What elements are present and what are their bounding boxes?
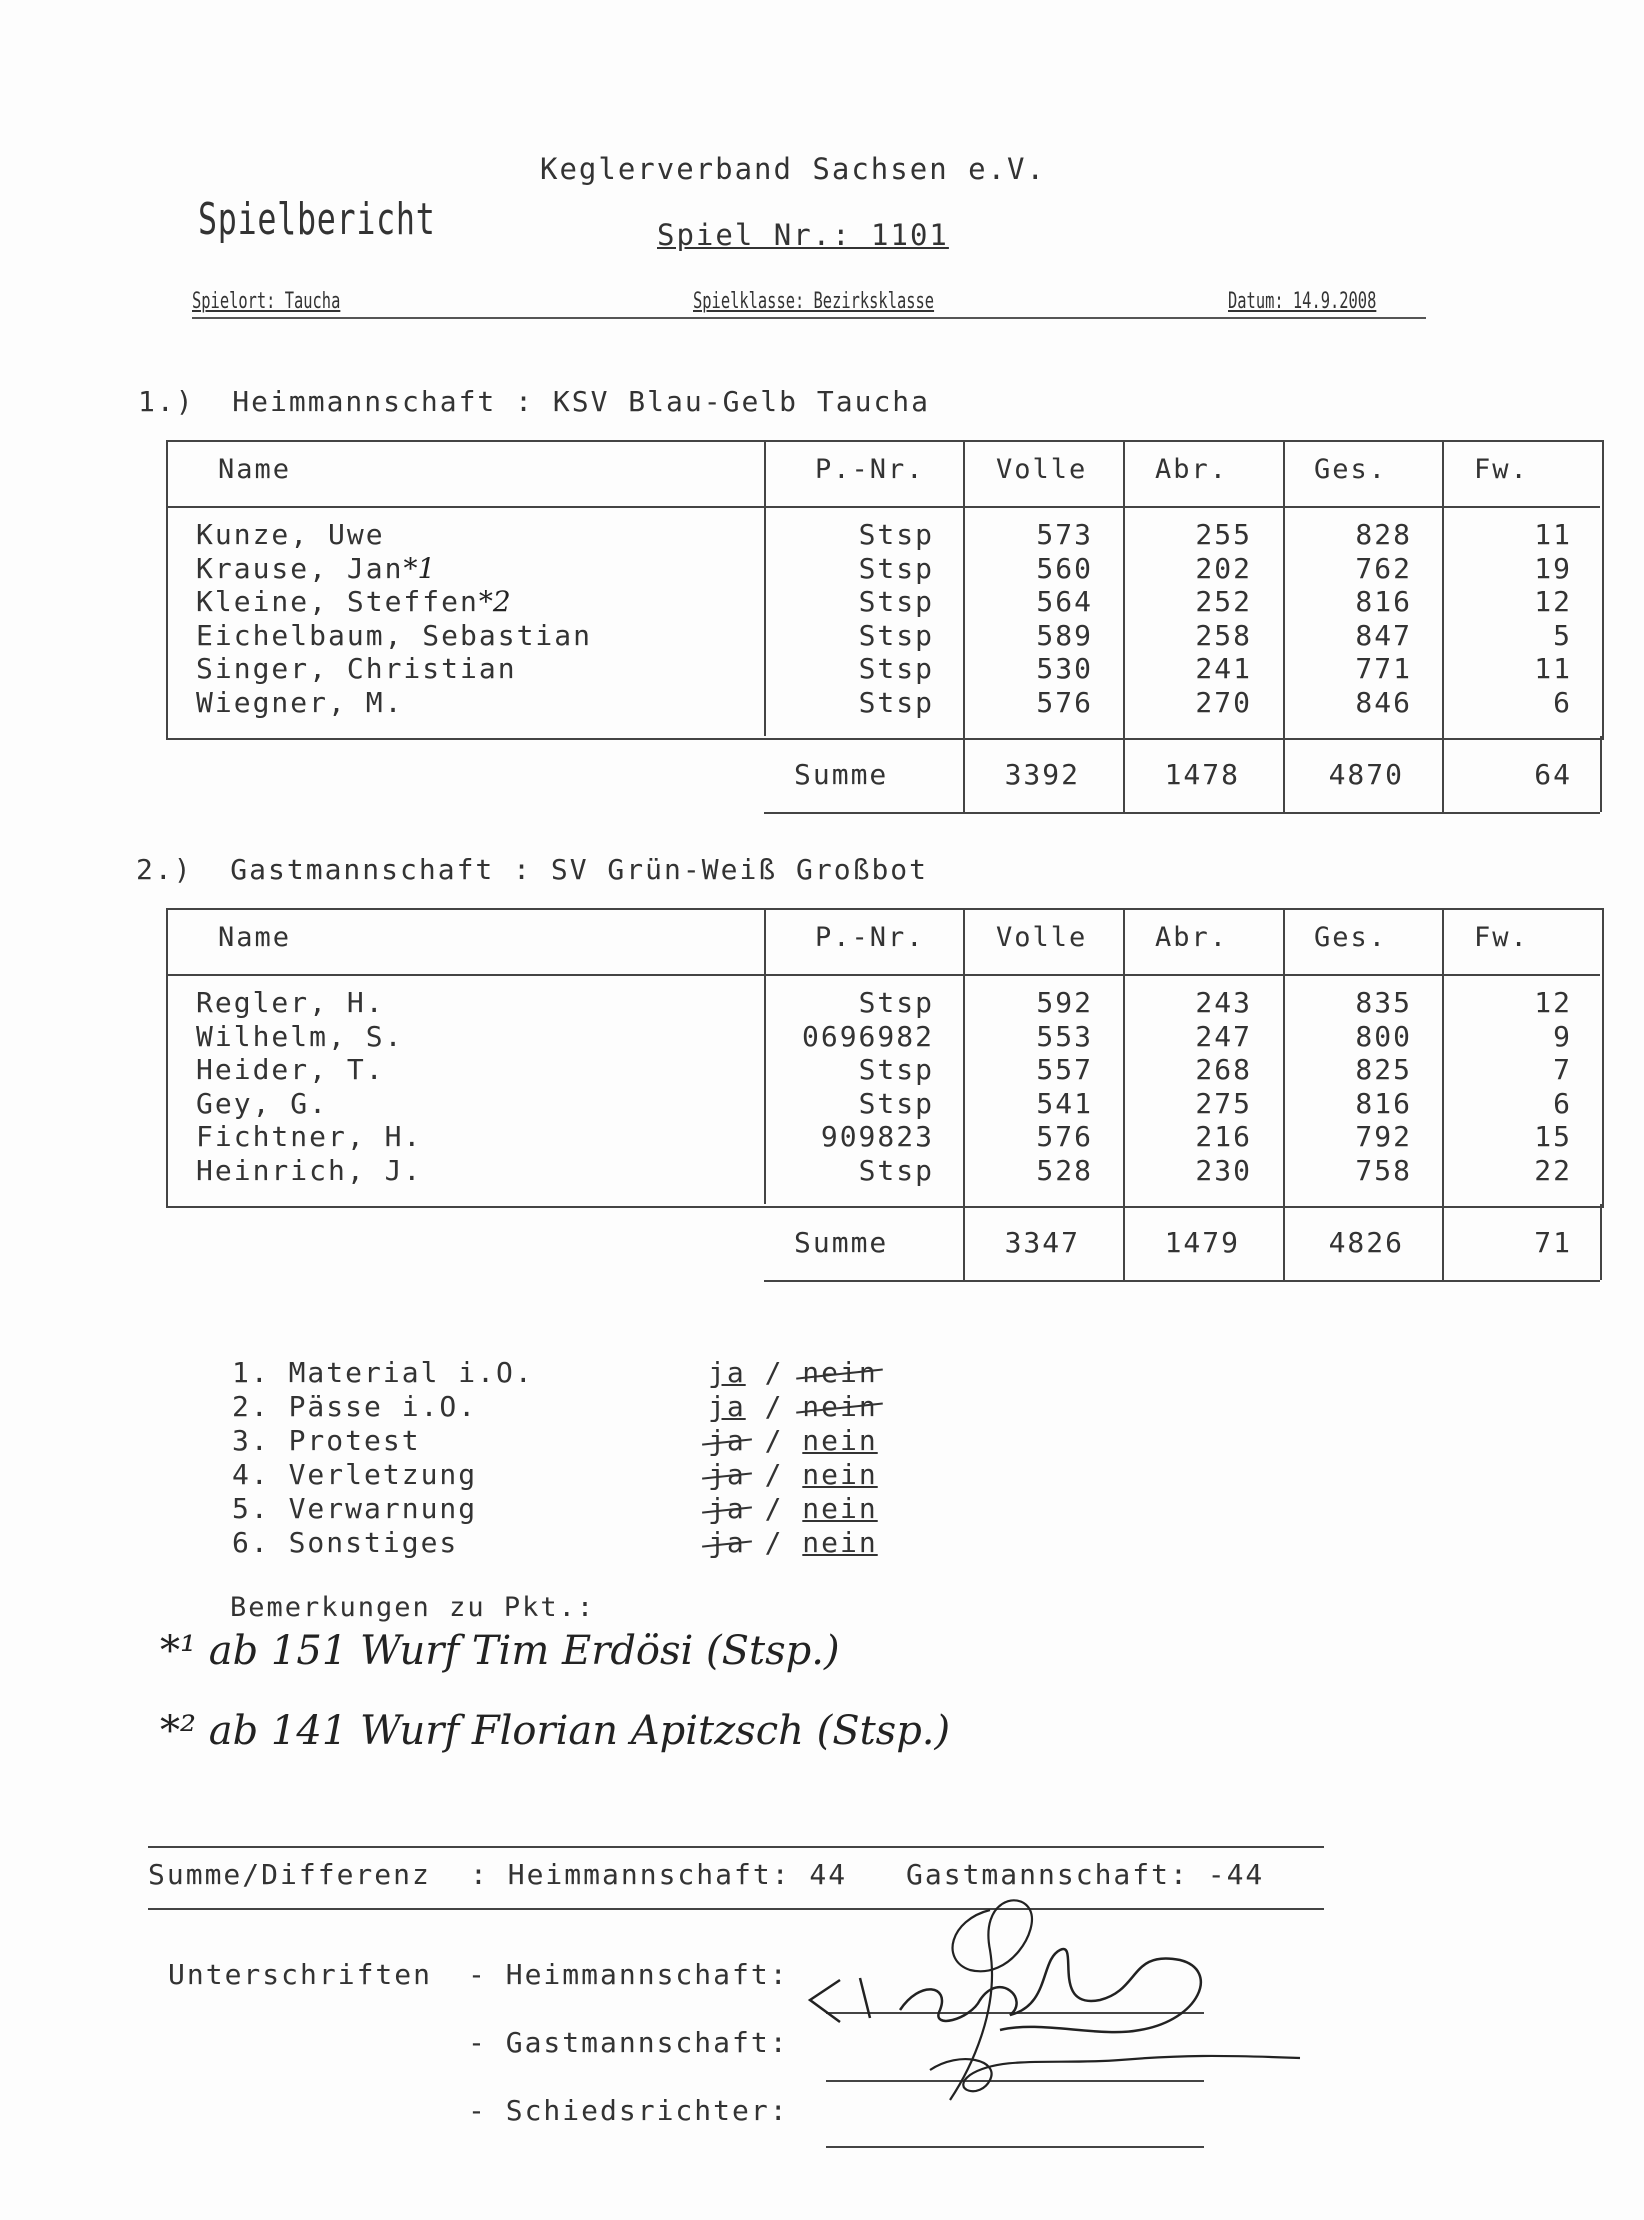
home-col-rule: [1600, 736, 1602, 812]
option-no: nein: [802, 1458, 878, 1491]
cell-faults: 22: [1534, 1153, 1572, 1187]
venue: Spielort: Taucha: [192, 289, 341, 314]
cell-pass_no: Stsp: [858, 1153, 934, 1187]
cell-pass_no: Stsp: [858, 618, 934, 652]
checklist-item-options: [708, 1458, 878, 1491]
sum-label: Summe: [794, 758, 889, 791]
league: Spielklasse: Bezirksklasse: [693, 289, 935, 314]
cell-full: 553: [1036, 1019, 1093, 1053]
remark-line-2: *² ab 141 Wurf Florian Apitzsch (Stsp.): [160, 1708, 951, 1754]
cell-faults: 6: [1553, 685, 1572, 719]
option-yes: ja: [708, 1492, 746, 1525]
player-name: Wiegner, M.: [196, 685, 404, 719]
sum-total: 4870: [1328, 758, 1404, 791]
cell-faults: 12: [1534, 585, 1572, 618]
cell-total: 835: [1355, 986, 1412, 1019]
cell-clear: 247: [1195, 1019, 1252, 1053]
signature-guest-label: - Gastmannschaft:: [468, 2026, 789, 2059]
cell-pass_no: Stsp: [858, 518, 934, 551]
cell-total: 771: [1355, 652, 1412, 685]
cell-faults: 9: [1553, 1019, 1572, 1053]
option-no: nein: [802, 1390, 878, 1423]
home-team-heading: 1.) Heimmannschaft : KSV Blau-Gelb Taucha: [138, 385, 931, 418]
cell-faults: 11: [1534, 652, 1572, 685]
cell-total: 825: [1355, 1053, 1412, 1086]
checklist-item-label: 6. Sonstiges: [232, 1526, 459, 1559]
option-separator: /: [745, 1390, 803, 1423]
cell-total: 800: [1355, 1019, 1412, 1053]
cell-clear: 243: [1195, 986, 1252, 1019]
cell-clear: 241: [1195, 652, 1252, 685]
cell-pass_no: Stsp: [858, 585, 934, 618]
checklist-item-label: 5. Verwarnung: [232, 1492, 478, 1525]
sum-faults: 71: [1534, 1226, 1572, 1259]
summary-home: : Heimmannschaft: 44: [470, 1858, 848, 1891]
cell-pass_no: Stsp: [858, 652, 934, 685]
column-header-clear: Abr.: [1155, 922, 1229, 953]
guest-col-rule: [1600, 1204, 1602, 1280]
cell-full: 557: [1036, 1053, 1093, 1086]
column-header-full: Volle: [996, 922, 1088, 953]
cell-full: 530: [1036, 652, 1093, 685]
player-name: Kleine, Steffen*2: [196, 585, 511, 618]
summary-label: Summe/Differenz: [148, 1858, 431, 1891]
player-name: Singer, Christian: [196, 652, 517, 685]
cell-faults: 15: [1534, 1120, 1572, 1153]
signature-referee-label: - Schiedsrichter:: [468, 2094, 789, 2127]
player-name: Regler, H.: [196, 986, 385, 1019]
cell-total: 758: [1355, 1153, 1412, 1187]
cell-clear: 202: [1195, 551, 1252, 585]
column-header-total: Ges.: [1314, 922, 1388, 953]
remark-line-1: *¹ ab 151 Wurf Tim Erdösi (Stsp.): [160, 1628, 840, 1674]
summary-top-rule: [148, 1846, 1324, 1848]
option-no: nein: [802, 1424, 878, 1457]
checklist-item-options: [708, 1424, 878, 1457]
option-yes: ja: [708, 1526, 746, 1559]
checklist-item-options: [708, 1492, 878, 1525]
guest-sum-rule: [764, 1280, 1600, 1282]
checklist-item-label: 2. Pässe i.O.: [232, 1390, 478, 1423]
option-yes: ja: [708, 1356, 746, 1389]
option-no: nein: [802, 1356, 878, 1389]
signature-home-label: - Heimmannschaft:: [468, 1958, 789, 1991]
cell-clear: 268: [1195, 1053, 1252, 1086]
cell-faults: 7: [1553, 1053, 1572, 1086]
home-header-rule: [166, 506, 1600, 508]
cell-full: 560: [1036, 551, 1093, 585]
column-header-total: Ges.: [1314, 454, 1388, 485]
option-separator: /: [745, 1356, 803, 1389]
cell-clear: 258: [1195, 618, 1252, 652]
sum-full: 3392: [1004, 758, 1080, 791]
checklist-item-label: 1. Material i.O.: [232, 1356, 534, 1389]
cell-total: 816: [1355, 1086, 1412, 1120]
cell-full: 576: [1036, 685, 1093, 719]
option-separator: /: [745, 1526, 803, 1559]
column-header-pass_no: P.-Nr.: [815, 922, 925, 953]
column-header-faults: Fw.: [1474, 922, 1529, 953]
sum-clear: 1478: [1164, 758, 1240, 791]
column-header-full: Volle: [996, 454, 1088, 485]
column-header-name: Name: [218, 454, 292, 485]
cell-faults: 6: [1553, 1086, 1572, 1120]
cell-pass_no: Stsp: [858, 685, 934, 719]
cell-pass_no: Stsp: [858, 1086, 934, 1120]
cell-pass_no: 909823: [820, 1120, 934, 1153]
cell-full: 576: [1036, 1120, 1093, 1153]
cell-pass_no: Stsp: [858, 1053, 934, 1086]
cell-full: 592: [1036, 986, 1093, 1019]
player-name: Eichelbaum, Sebastian: [196, 618, 593, 652]
signatures-label: Unterschriften: [168, 1958, 433, 1991]
cell-full: 528: [1036, 1153, 1093, 1187]
cell-clear: 255: [1195, 518, 1252, 551]
checklist-item-label: 3. Protest: [232, 1424, 421, 1457]
cell-pass_no: 0696982: [801, 1019, 934, 1053]
guest-team-heading: 2.) Gastmannschaft : SV Grün-Weiß Großbot: [136, 853, 929, 886]
cell-faults: 5: [1553, 618, 1572, 652]
cell-clear: 270: [1195, 685, 1252, 719]
cell-total: 762: [1355, 551, 1412, 585]
sum-label: Summe: [794, 1226, 889, 1259]
option-separator: /: [745, 1492, 803, 1525]
cell-full: 564: [1036, 585, 1093, 618]
option-yes: ja: [708, 1390, 746, 1423]
player-name: Heinrich, J.: [196, 1153, 423, 1187]
option-yes: ja: [708, 1458, 746, 1491]
document-title: Spielbericht: [198, 194, 436, 245]
cell-full: 541: [1036, 1086, 1093, 1120]
player-name: Wilhelm, S.: [196, 1019, 404, 1053]
sum-full: 3347: [1004, 1226, 1080, 1259]
cell-clear: 275: [1195, 1086, 1252, 1120]
cell-full: 589: [1036, 618, 1093, 652]
signature-scribble: [800, 1890, 1320, 2120]
option-no: nein: [802, 1526, 878, 1559]
date: Datum: 14.9.2008: [1228, 289, 1377, 314]
column-header-faults: Fw.: [1474, 454, 1529, 485]
cell-total: 846: [1355, 685, 1412, 719]
cell-faults: 12: [1534, 986, 1572, 1019]
player-name: Krause, Jan*1: [196, 551, 436, 585]
player-note-marker: *1: [403, 551, 436, 585]
signature-referee-line: [826, 2146, 1204, 2148]
cell-total: 792: [1355, 1120, 1412, 1153]
column-header-pass_no: P.-Nr.: [815, 454, 925, 485]
cell-pass_no: Stsp: [858, 986, 934, 1019]
column-header-name: Name: [218, 922, 292, 953]
remarks-label: Bemerkungen zu Pkt.:: [230, 1592, 596, 1623]
cell-total: 816: [1355, 585, 1412, 618]
cell-clear: 252: [1195, 585, 1252, 618]
guest-header-rule: [166, 974, 1600, 976]
cell-total: 847: [1355, 618, 1412, 652]
option-no: nein: [802, 1492, 878, 1525]
header-divider: [192, 317, 1426, 319]
cell-faults: 11: [1534, 518, 1572, 551]
organization-name: Keglerverband Sachsen e.V.: [540, 152, 1046, 186]
column-header-clear: Abr.: [1155, 454, 1229, 485]
cell-clear: 216: [1195, 1120, 1252, 1153]
player-name: Gey, G.: [196, 1086, 329, 1120]
player-note-marker: *2: [478, 585, 511, 618]
checklist-item-options: [708, 1356, 878, 1389]
player-name: Fichtner, H.: [196, 1120, 423, 1153]
option-separator: /: [745, 1458, 803, 1491]
cell-clear: 230: [1195, 1153, 1252, 1187]
option-yes: ja: [708, 1424, 746, 1457]
cell-faults: 19: [1534, 551, 1572, 585]
option-separator: /: [745, 1424, 803, 1457]
game-number: Spiel Nr.: 1101: [657, 218, 949, 252]
sum-clear: 1479: [1164, 1226, 1240, 1259]
summary-guest: Gastmannschaft: -44: [906, 1858, 1265, 1891]
checklist-item-options: [708, 1390, 878, 1423]
checklist-item-label: 4. Verletzung: [232, 1458, 478, 1491]
cell-full: 573: [1036, 518, 1093, 551]
player-name: Kunze, Uwe: [196, 518, 385, 551]
sum-total: 4826: [1328, 1226, 1404, 1259]
cell-pass_no: Stsp: [858, 551, 934, 585]
home-sum-rule: [764, 812, 1600, 814]
cell-total: 828: [1355, 518, 1412, 551]
checklist-item-options: [708, 1526, 878, 1559]
player-name: Heider, T.: [196, 1053, 385, 1086]
sum-faults: 64: [1534, 758, 1572, 791]
